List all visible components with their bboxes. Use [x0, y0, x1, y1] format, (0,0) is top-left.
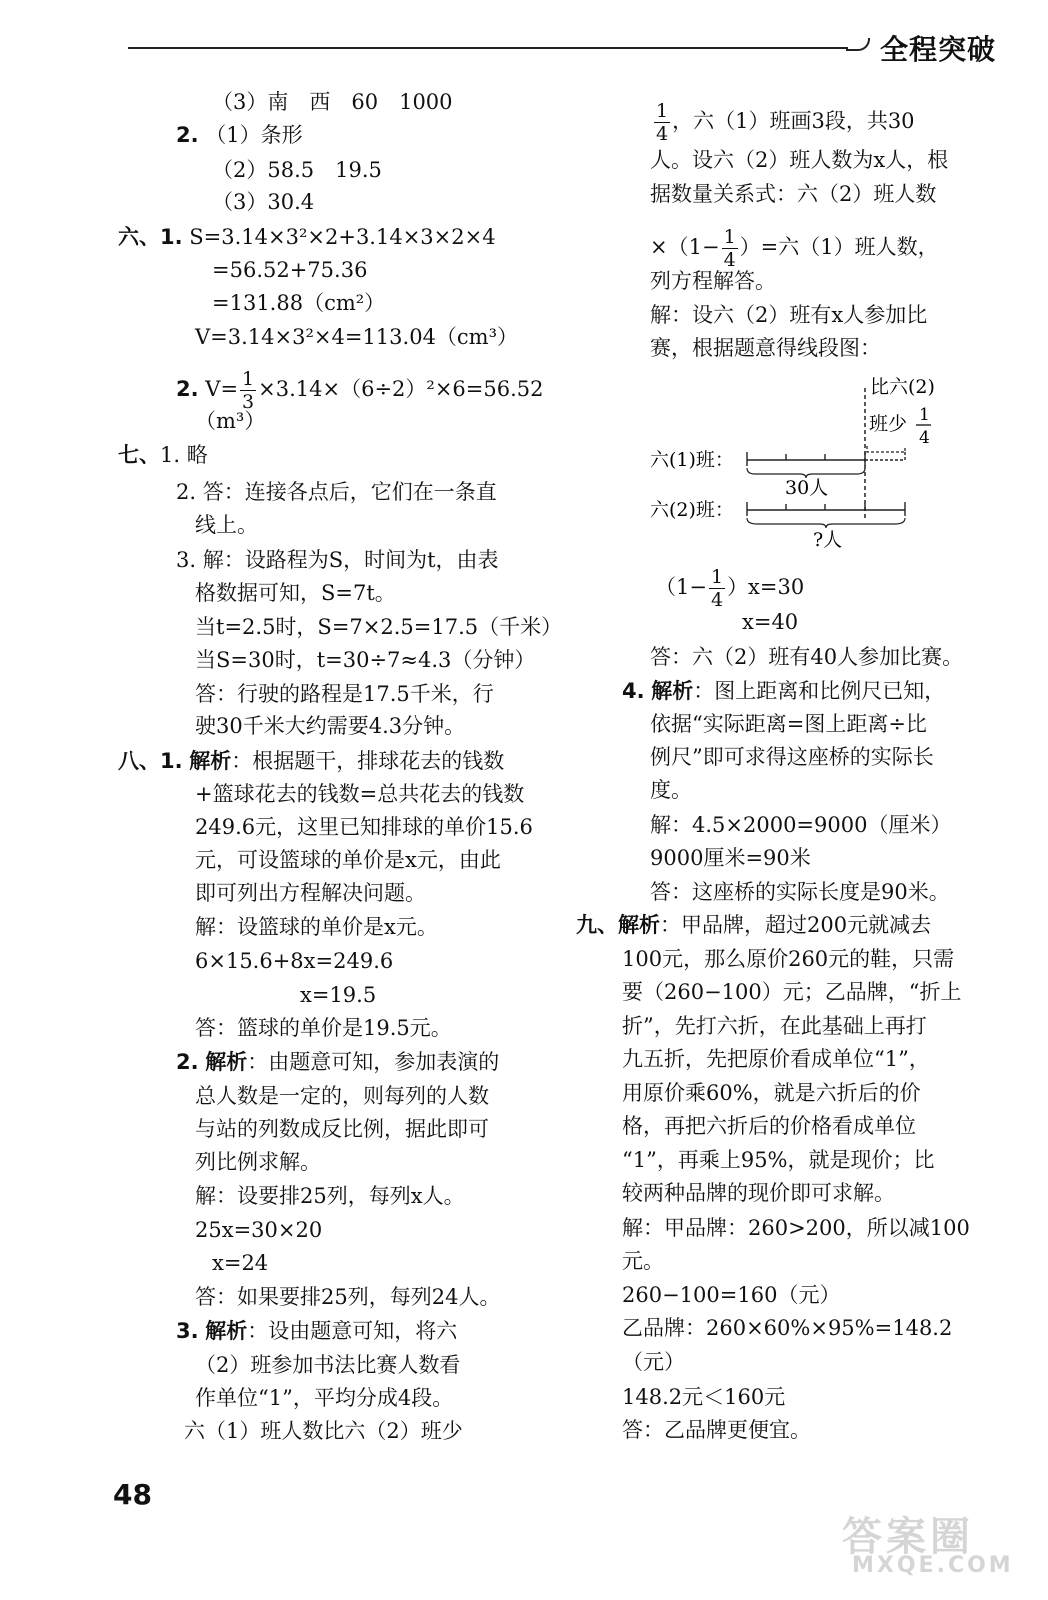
answer-line: 9000厘米=90米 [650, 846, 811, 870]
answer-text: 1. 略 [160, 443, 208, 467]
answer-line: （2）班参加书法比赛人数看 [195, 1353, 461, 1377]
diagram-fraction-num: 1 [919, 405, 930, 425]
header-rule-curve [846, 38, 870, 51]
item-number: 1. [160, 749, 183, 773]
row2-label: 六(2)班： [650, 499, 734, 521]
answer-line: 答：行驶的路程是17.5千米，行 [195, 682, 494, 706]
answer-line [176, 1047, 499, 1077]
answer-line: （3）30.4 [212, 190, 315, 214]
fraction [722, 226, 738, 271]
denominator: 4 [723, 249, 736, 271]
equation: 260−100=160（元） [622, 1283, 841, 1307]
answer-line: 100元，那么原价260元的鞋，只需 [622, 947, 955, 971]
row2-brace [747, 518, 905, 528]
answer-line: 249.6元，这里已知排球的单价15.6 [195, 815, 533, 839]
brand-title: 全程突破 [879, 33, 996, 66]
section-heading: 八、 [118, 749, 160, 773]
row1-label: 六(1)班： [650, 449, 734, 471]
answer-line: 六（1）班人数比六（2）班少 [184, 1419, 463, 1443]
answer-line: 解：甲品牌：260>200，所以减100 [622, 1216, 970, 1240]
answer-line: 格，再把六折后的价格看成单位 [622, 1114, 916, 1138]
answer-line: 线上。 [195, 513, 258, 537]
analysis-label: 解析 [205, 1319, 248, 1343]
item-number: 2. [176, 1050, 199, 1074]
answer-text: ，六（1）班画3段，共30 [672, 109, 915, 133]
answer-line: 格数据可知，S=7t。 [195, 581, 396, 605]
section-6 [118, 222, 496, 252]
answer-line: 当t=2.5时，S=7×2.5=17.5（千米） [195, 615, 563, 639]
watermark-text: 答案圈 [842, 1514, 974, 1560]
answer-line: 作单位“1”，平均分成4段。 [195, 1386, 454, 1410]
answer-line: 即可列出方程解决问题。 [195, 881, 426, 905]
answer-text: ：图上距离和比例尺已知， [693, 679, 946, 703]
analysis-label: 解析 [189, 749, 232, 773]
answer-line: 用原价乘60%，就是六折后的价 [622, 1081, 921, 1105]
numerator: 1 [723, 226, 736, 248]
answer-line: （2）58.5 19.5 [212, 158, 382, 182]
answer-line: 元。 [622, 1249, 664, 1273]
item-number: 4. [622, 679, 645, 703]
answer-line [176, 1316, 457, 1346]
answer-text: ：甲品牌，超过200元就减去 [660, 913, 932, 937]
answer-line: 解：设篮球的单价是x元。 [195, 915, 438, 939]
answer-text: ：根据题干，排球花去的钱数 [231, 749, 505, 773]
fraction [709, 566, 725, 611]
answer-line: 列比例求解。 [195, 1150, 321, 1174]
denominator: 4 [710, 589, 724, 611]
equation: 6×15.6+8x=249.6 [195, 949, 394, 973]
answer-text: ：设由题意可知，将六 [247, 1319, 458, 1343]
equation: 148.2元＜160元 [622, 1385, 786, 1409]
item-number: 1. [160, 225, 183, 249]
header-rule [128, 47, 848, 49]
answer-line: 答：篮球的单价是19.5元。 [195, 1016, 452, 1040]
equation: x=40 [742, 610, 799, 634]
equation: S=3.14×3²×2+3.14×3×2×4 [189, 225, 496, 249]
numerator: 1 [710, 566, 724, 588]
equation-text: （1− [655, 575, 707, 599]
brace-less [867, 446, 905, 452]
answer-line: 解：4.5×2000=9000（厘米） [650, 813, 952, 837]
answer-line: 例尺”即可求得这座桥的实际长 [650, 745, 934, 769]
answer-line [176, 120, 303, 150]
equation: x=19.5 [300, 983, 377, 1007]
answer-line: 度。 [650, 778, 692, 802]
answer-line: +篮球花去的钱数=总共花去的钱数 [195, 782, 525, 806]
analysis-label: 解析 [618, 913, 660, 937]
answer-line: 要（260−100）元；乙品牌，“折上 [622, 980, 962, 1004]
diagram-top-label: 比六(2) [870, 376, 935, 398]
equation: 乙品牌：260×60%×95%=148.2 [622, 1316, 953, 1340]
answer-line: 答：这座桥的实际长度是90米。 [650, 880, 950, 904]
numerator: 1 [242, 368, 255, 390]
answer-line [622, 676, 945, 706]
page-number: 48 [113, 1478, 152, 1511]
answer-line: 答：如果要排25列，每列24人。 [195, 1285, 501, 1309]
unit-text: （元） [622, 1350, 685, 1374]
answer-line: 元，可设篮球的单价是x元，由此 [195, 848, 501, 872]
equation: =131.88（cm²） [212, 291, 386, 315]
answer-line: 解：设要排25列，每列x人。 [195, 1184, 465, 1208]
answer-line: （3）南 西 60 1000 [212, 90, 453, 114]
watermark-logo [832, 1505, 1028, 1585]
fraction [654, 100, 670, 145]
answer-line: 总人数是一定的，则每列的人数 [195, 1084, 489, 1108]
section-8 [118, 746, 504, 776]
answer-line: 折”，先打六折，在此基础上再打 [622, 1014, 927, 1038]
equation: x=24 [212, 1251, 269, 1275]
equation: 25x=30×20 [195, 1218, 323, 1242]
answer-line: 当S=30时，t=30÷7≈4.3（分钟） [195, 648, 536, 672]
equation: V=3.14×3²×4=113.04（cm³） [195, 325, 519, 349]
equation-text: ）=六（1）班人数， [739, 235, 939, 259]
item-number: 3. [176, 1319, 199, 1343]
answer-line: 解：设六（2）班有x人参加比 [650, 303, 928, 327]
answer-line: 2. 答：连接各点后，它们在一条直 [176, 480, 497, 504]
answer-line: 依据“实际距离=图上距离÷比 [650, 712, 927, 736]
equation-text: ×（1− [650, 235, 720, 259]
section-heading: 六、 [118, 225, 160, 249]
denominator: 4 [656, 123, 669, 145]
diagram-fraction-den: 4 [919, 428, 930, 448]
numerator: 1 [656, 100, 669, 122]
unit-text: （m³） [195, 409, 266, 433]
section-heading: 九、 [576, 913, 618, 937]
analysis-label: 解析 [205, 1050, 248, 1074]
answer-line [652, 100, 915, 145]
denominator: 3 [242, 391, 255, 413]
answer-line: 列方程解答。 [650, 269, 776, 293]
answer-line: 人。设六（2）班人数为x人，根 [650, 148, 949, 172]
answer-line: 赛，根据题意得线段图： [650, 336, 881, 360]
answer-line: 3. 解：设路程为S，时间为t，由表 [176, 548, 499, 572]
answer-line: “1”，再乘上95%，就是现价；比 [622, 1148, 935, 1172]
section-heading: 七、 [118, 443, 160, 467]
analysis-label: 解析 [651, 679, 694, 703]
row2-value: ?人 [813, 529, 843, 551]
row1-dashed-extension [865, 452, 905, 460]
answer-text: （1）条形 [205, 123, 303, 147]
section-9 [576, 910, 931, 940]
answer-text: ：由题意可知，参加表演的 [247, 1050, 500, 1074]
answer-line: 与站的列数成反比例，据此即可 [195, 1117, 489, 1141]
answer-line: 答：六（2）班有40人参加比赛。 [650, 645, 964, 669]
row1-value: 30人 [785, 477, 829, 499]
item-number: 2. [176, 123, 199, 147]
answer-line: 据数量关系式：六（2）班人数 [650, 182, 937, 206]
item-number: 2. [176, 377, 199, 401]
equation: =56.52+75.36 [212, 258, 368, 282]
equation-text: ）x=30 [727, 575, 805, 599]
answer-line: 驶30千米大约需要4.3分钟。 [195, 714, 466, 738]
equation-text: V= [205, 377, 239, 401]
answer-line: 答：乙品牌更便宜。 [622, 1418, 811, 1442]
equation-text: ×3.14×（6÷2）²×6=56.52 [258, 377, 544, 401]
answer-line: 较两种品牌的现价即可求解。 [622, 1181, 895, 1205]
section-7 [118, 440, 208, 470]
segment-diagram [645, 368, 985, 558]
diagram-less-label: 班少 [869, 413, 908, 435]
answer-line [650, 226, 939, 271]
answer-line: 九五折，先把原价看成单位“1”， [622, 1047, 930, 1071]
equation [655, 566, 804, 611]
watermark-url: MXQE.COM [852, 1553, 1014, 1578]
